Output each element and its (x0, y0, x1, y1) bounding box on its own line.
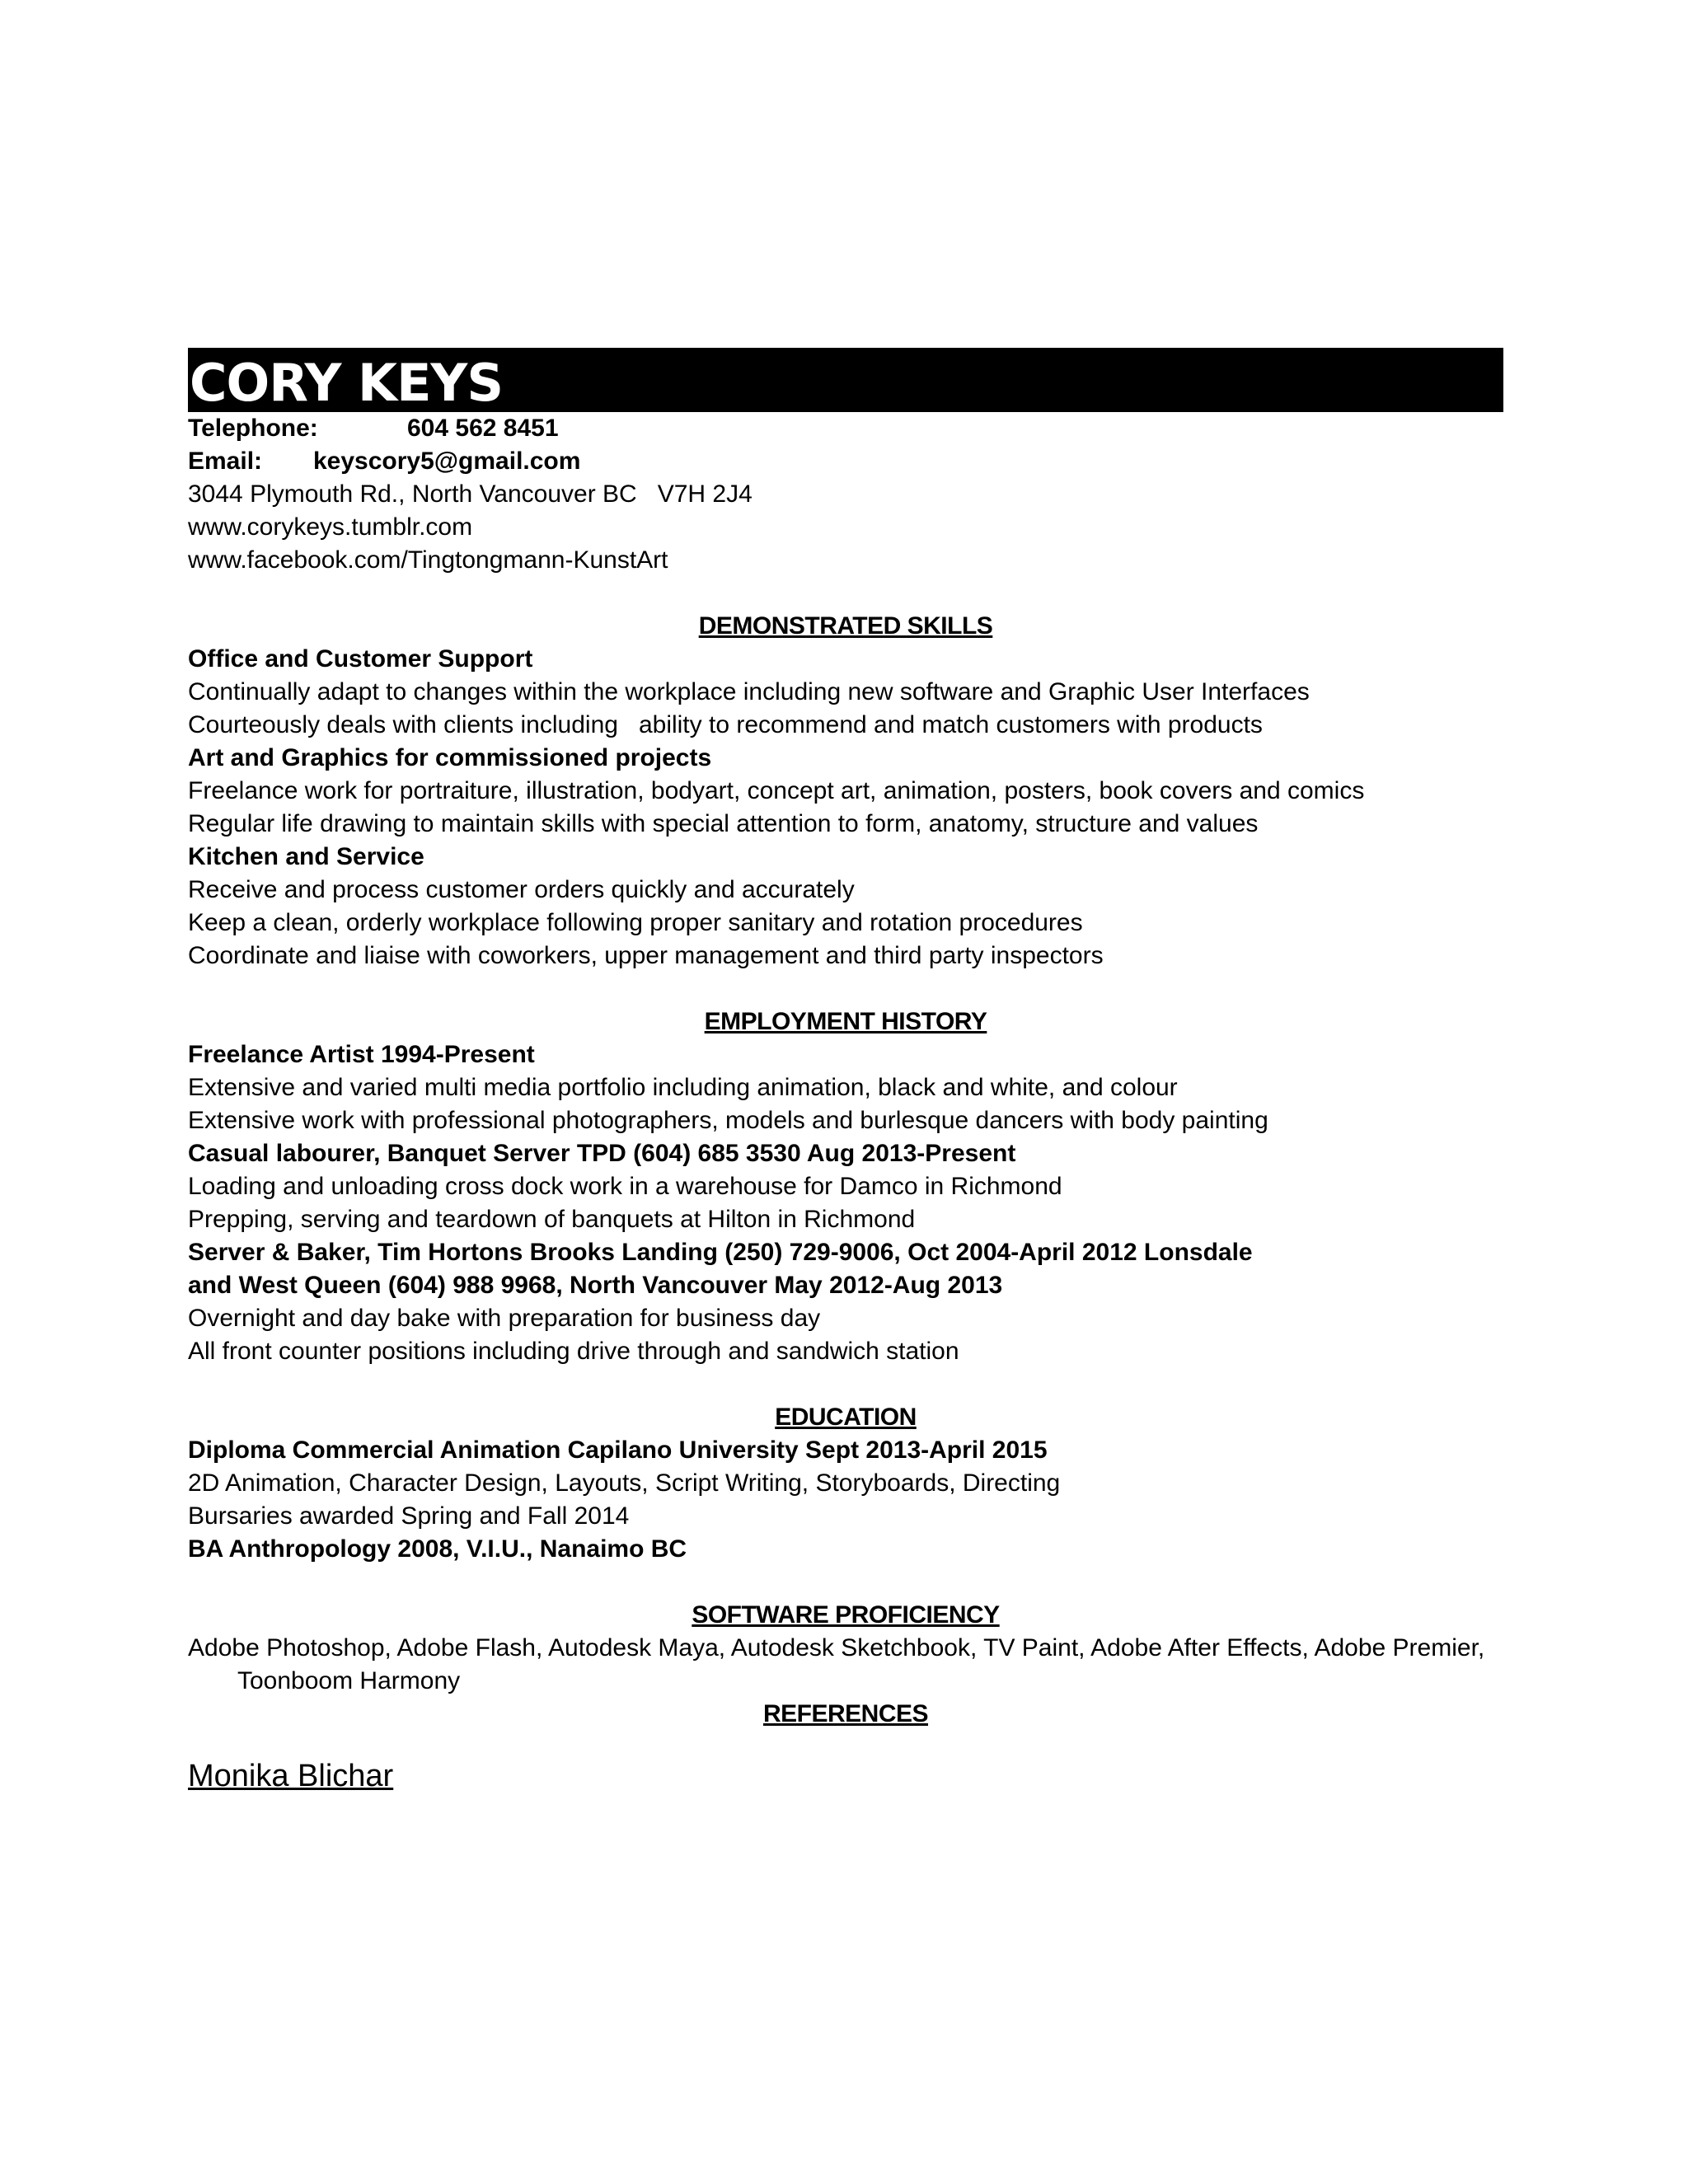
software-heading: SOFTWARE PROFICIENCY (692, 1601, 1000, 1629)
skill-line: Receive and process customer orders quickly and accurately (188, 876, 855, 903)
skill-group-title: Office and Customer Support (188, 645, 533, 673)
skill-line: Courteously deals with clients including ability to recommend and match customers with products (188, 711, 1263, 738)
education-line: 2D Animation, Character Design, Layouts, Script Writing, Storyboards, Directing (188, 1469, 1061, 1497)
contact-block (188, 412, 1503, 577)
skill-line: Continually adapt to changes within the workplace including new software and Graphic User Interfaces (188, 678, 1310, 705)
telephone-line (188, 412, 1503, 445)
job-line: Overnight and day bake with preparation for business day (188, 1305, 821, 1332)
education-heading: EDUCATION (775, 1404, 917, 1431)
education-title: Diploma Commercial Animation Capilano University Sept 2013-April 2015 (188, 1436, 1048, 1464)
employment-heading: EMPLOYMENT HISTORY (704, 1008, 987, 1035)
website-link[interactable]: www.corykeys.tumblr.com (188, 513, 473, 541)
reference-name: Monika Blichar (188, 1759, 394, 1793)
skills-section (188, 643, 1503, 972)
skill-line: Keep a clean, orderly workplace following proper sanitary and rotation procedures (188, 909, 1083, 936)
telephone-label: Telephone: (188, 415, 318, 442)
email-label: Email: (188, 448, 263, 475)
job-line: Extensive and varied multi media portfolio including animation, black and white, and colour (188, 1074, 1178, 1101)
skill-line: Regular life drawing to maintain skills with special attention to form, anatomy, structure and values (188, 810, 1259, 837)
education-title: BA Anthropology 2008, V.I.U., Nanaimo BC (188, 1535, 687, 1563)
skill-line: Freelance work for portraiture, illustration, bodyart, concept art, animation, posters, book covers and comics (188, 777, 1365, 804)
job-title: Server & Baker, Tim Hortons Brooks Landing (250) 729-9006, Oct 2004-April 2012 Lonsdale (188, 1239, 1253, 1266)
job-line: Loading and unloading cross dock work in a warehouse for Damco in Richmond (188, 1173, 1062, 1200)
email-value: keyscory5@gmail.com (313, 448, 581, 475)
skill-group-title: Art and Graphics for commissioned projects (188, 744, 712, 771)
job-title: Casual labourer, Banquet Server TPD (604) 685 3530 Aug 2013-Present (188, 1140, 1016, 1167)
references-heading: REFERENCES (762, 1700, 929, 1727)
resume-page (188, 348, 1503, 1797)
job-line: Prepping, serving and teardown of banquets at Hilton in Richmond (188, 1206, 916, 1233)
skills-heading: DEMONSTRATED SKILLS (698, 612, 993, 640)
job-line: Extensive work with professional photographers, models and burlesque dancers with body painting (188, 1107, 1268, 1134)
skill-group-title: Kitchen and Service (188, 843, 424, 870)
education-line: Bursaries awarded Spring and Fall 2014 (188, 1502, 630, 1530)
software-list: Adobe Photoshop, Adobe Flash, Autodesk Maya, Autodesk Sketchbook, TV Paint, Adobe After Effects, Adobe Premier, Toonboom Harmony (188, 1634, 1485, 1694)
job-line: All front counter positions including drive through and sandwich station (188, 1338, 959, 1365)
employment-section (188, 1038, 1503, 1368)
skill-line: Coordinate and liaise with coworkers, upper management and third party inspectors (188, 942, 1104, 969)
name-banner: CORY KEYS (188, 348, 1503, 412)
job-title: Freelance Artist 1994-Present (188, 1041, 535, 1068)
telephone-value: 604 562 8451 (407, 415, 559, 442)
email-line (188, 445, 1503, 478)
facebook-link[interactable]: www.facebook.com/Tingtongmann-KunstArt (188, 546, 668, 574)
address-line: 3044 Plymouth Rd., North Vancouver BC V7H 2J4 (188, 480, 753, 508)
education-section (188, 1434, 1503, 1566)
job-title: and West Queen (604) 988 9968, North Vancouver May 2012-Aug 2013 (188, 1272, 1003, 1299)
